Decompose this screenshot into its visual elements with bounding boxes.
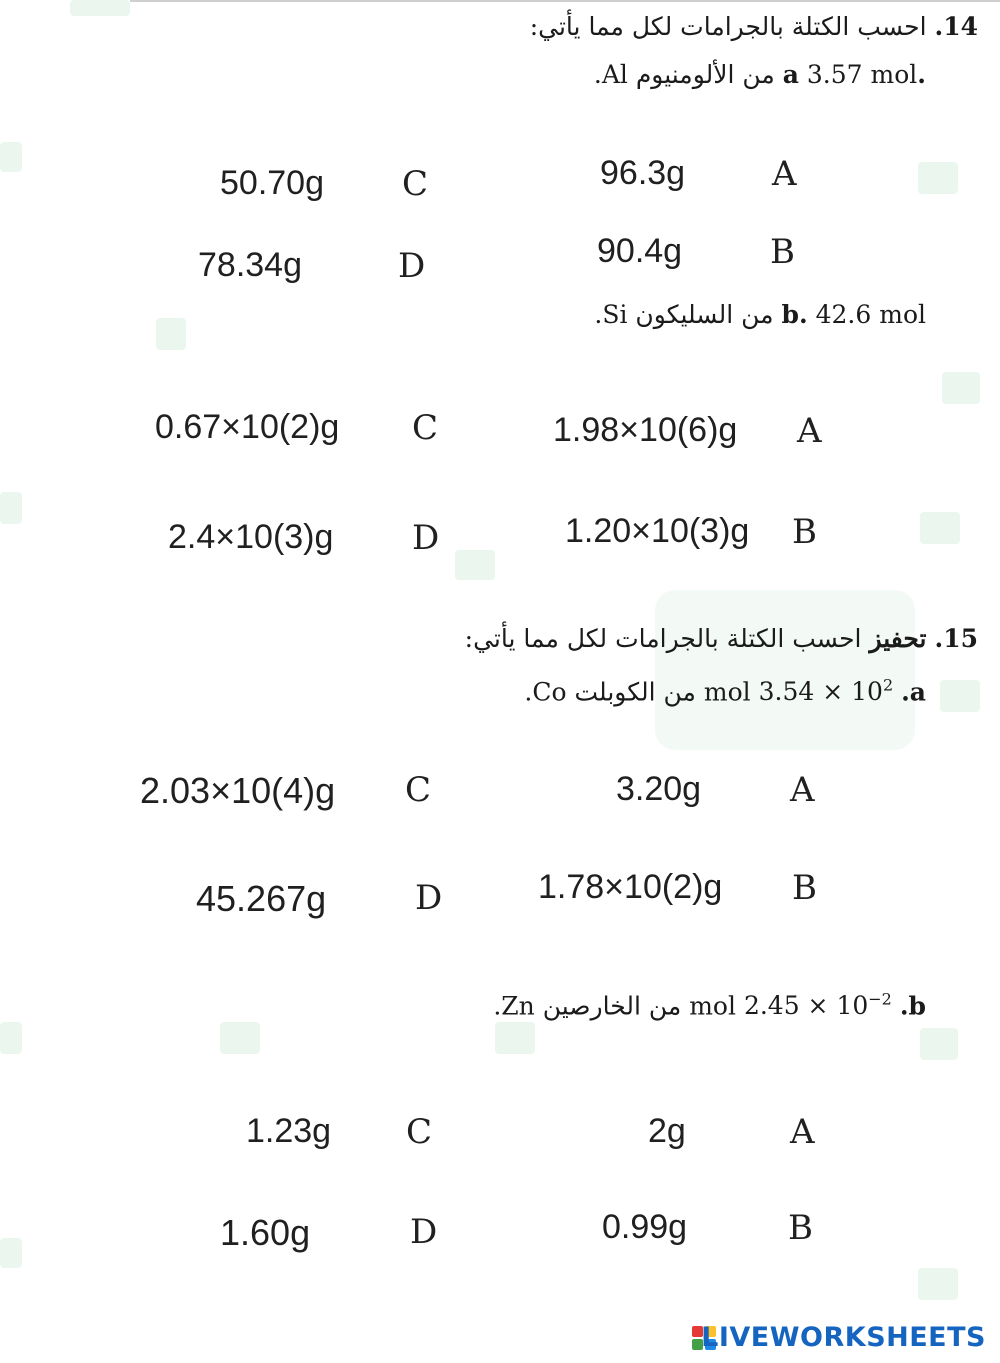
watermark-icon bbox=[920, 1028, 958, 1060]
q14b-option-b-letter[interactable]: B bbox=[792, 512, 817, 552]
q14-heading bbox=[530, 12, 978, 41]
q15-number: 15. bbox=[934, 624, 978, 653]
watermark-icon bbox=[156, 318, 186, 350]
q15b-option-a-letter[interactable]: A bbox=[790, 1112, 815, 1152]
q14b-option-a-letter[interactable]: A bbox=[797, 411, 822, 451]
q15a-option-b-letter[interactable]: B bbox=[792, 868, 817, 908]
q14b-option-c-letter[interactable]: C bbox=[412, 408, 439, 448]
liveworksheets-brand[interactable]: LIVEWORKSHEETS bbox=[701, 1322, 986, 1353]
q14a-option-a-value: 96.3g bbox=[600, 154, 686, 192]
q14a-option-d-value: 78.34g bbox=[198, 246, 302, 284]
watermark-icon bbox=[940, 680, 980, 712]
watermark-icon bbox=[0, 492, 22, 524]
q15-label: تحفيز bbox=[869, 624, 927, 653]
q14b-option-c-value: 0.67×10(2)g bbox=[155, 408, 340, 446]
q15a-letter: .a bbox=[901, 677, 926, 707]
q15b-prompt bbox=[493, 990, 926, 1020]
top-divider bbox=[130, 0, 1000, 2]
q15b-mantissa: 2.45 × 10 bbox=[743, 991, 869, 1021]
watermark-icon bbox=[920, 512, 960, 544]
watermark-icon bbox=[495, 1022, 535, 1054]
q15b-option-a-value: 2g bbox=[648, 1112, 686, 1150]
q15b-option-c-letter[interactable]: C bbox=[406, 1112, 433, 1152]
q15b-option-d-value: 1.60g bbox=[220, 1212, 311, 1253]
q15-heading bbox=[465, 624, 978, 653]
watermark-icon bbox=[220, 1022, 260, 1054]
q15a-number bbox=[759, 677, 894, 706]
q14a-option-c-value: 50.70g bbox=[220, 164, 324, 202]
q14-heading-text: احسب الكتلة بالجرامات لكل مما يأتي: bbox=[529, 12, 927, 41]
q14b-option-d-letter[interactable]: D bbox=[412, 518, 440, 558]
q15a-mantissa: 3.54 × 10 bbox=[758, 677, 883, 707]
q15a-exponent: 2 bbox=[882, 676, 894, 695]
q15a-option-c-value: 2.03×10(4)g bbox=[140, 770, 336, 811]
q14a-option-a-letter[interactable]: A bbox=[772, 154, 797, 194]
watermark-icon bbox=[918, 162, 958, 194]
q15b-option-c-value: 1.23g bbox=[246, 1112, 332, 1150]
q14b-option-a-value: 1.98×10(6)g bbox=[553, 411, 738, 449]
q14a-option-b-value: 90.4g bbox=[597, 232, 683, 270]
q14a-option-c-letter[interactable]: C bbox=[402, 164, 429, 204]
q15a-option-b-value: 1.78×10(2)g bbox=[538, 868, 723, 906]
q15a-option-a-value: 3.20g bbox=[616, 770, 702, 808]
q15-heading-text: احسب الكتلة بالجرامات لكل مما يأتي: bbox=[464, 624, 862, 653]
watermark-icon bbox=[942, 372, 980, 404]
q14b-letter: b. bbox=[781, 300, 808, 329]
watermark-icon bbox=[918, 1268, 958, 1300]
q14b-option-b-value: 1.20×10(3)g bbox=[565, 512, 750, 550]
q14b-text: 42.6 mol من السليكون Si. bbox=[594, 300, 926, 329]
watermark-badge bbox=[655, 590, 915, 750]
q15a-tail: mol من الكوبلت Co. bbox=[524, 677, 751, 707]
watermark-icon bbox=[0, 142, 22, 172]
q15a-option-d-letter[interactable]: D bbox=[415, 878, 443, 918]
q15b-tail: mol من الخارصين Zn. bbox=[493, 991, 736, 1021]
q15a-prompt bbox=[524, 676, 926, 706]
q14a-option-d-letter[interactable]: D bbox=[398, 246, 426, 286]
q14a-prompt bbox=[594, 60, 926, 89]
q14b-option-d-value: 2.4×10(3)g bbox=[168, 518, 334, 556]
q15b-letter: .b bbox=[899, 991, 926, 1021]
q15b-option-d-letter[interactable]: D bbox=[410, 1212, 438, 1252]
q15b-option-b-value: 0.99g bbox=[602, 1208, 688, 1246]
q15a-option-a-letter[interactable]: A bbox=[790, 770, 815, 810]
q15a-option-c-letter[interactable]: C bbox=[405, 770, 432, 810]
watermark-icon bbox=[70, 0, 130, 16]
q15a-option-d-value: 45.267g bbox=[196, 878, 327, 919]
watermark-icon bbox=[0, 1238, 22, 1268]
q14a-letter: .a bbox=[782, 60, 926, 89]
q15b-option-b-letter[interactable]: B bbox=[788, 1208, 813, 1248]
q15b-exponent: −2 bbox=[868, 990, 892, 1009]
q14b-prompt bbox=[594, 300, 926, 329]
q15b-number bbox=[744, 991, 892, 1020]
watermark-icon bbox=[0, 1022, 22, 1054]
q14-number: 14. bbox=[934, 12, 978, 41]
watermark-icon bbox=[455, 550, 495, 580]
q14a-text: 3.57 mol من الألومنيوم Al. bbox=[593, 60, 918, 89]
q14a-option-b-letter[interactable]: B bbox=[770, 232, 795, 272]
